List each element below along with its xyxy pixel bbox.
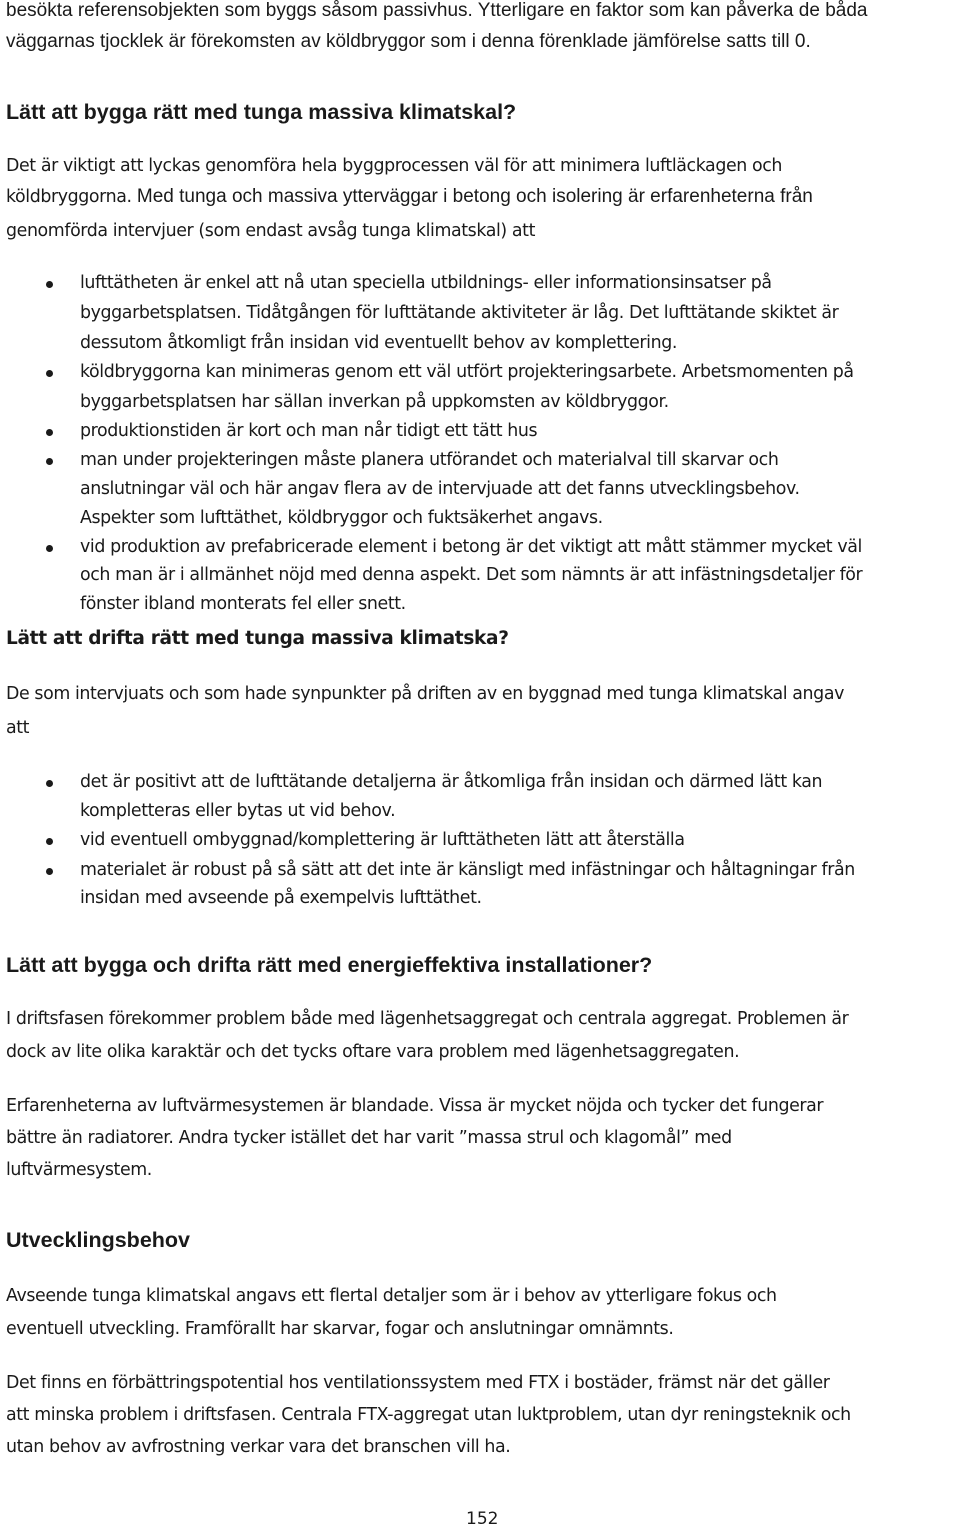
paragraph-line: Det finns en förbättringspotential hos ventilationssystem med FTX i bostäder, främst när det gäller (6, 1373, 830, 1393)
paragraph-line: luftvärmesystem. (6, 1160, 152, 1180)
paragraph-line: De som intervjuats och som hade synpunkter på driften av en byggnad med tunga klimatskal angav (6, 684, 844, 704)
list-item: byggarbetsplatsen. Tidåtgången för lufttätande aktiviteter är låg. Det lufttätande skiktet är (80, 303, 839, 323)
paragraph-line: genomförda intervjuer (som endast avsåg tunga klimatskal) att (6, 221, 535, 241)
paragraph-text: köldbryggorna. (6, 187, 132, 207)
list-item: dessutom åtkomligt från insidan vid eventuellt behov av komplettering. (80, 333, 677, 353)
section-heading: Lätt att bygga rätt med tunga massiva klimatskal? (6, 100, 517, 124)
bullet-icon (46, 838, 53, 845)
paragraph-line: att minska problem i driftsfasen. Centrala FTX-aggregat utan luktproblem, utan dyr reningsteknik och (6, 1405, 851, 1425)
list-item: produktionstiden är kort och man når tidigt ett tätt hus (80, 421, 538, 441)
list-item: byggarbetsplatsen har sällan inverkan på uppkomsten av köldbryggor. (80, 392, 669, 412)
page-number: 152 (466, 1509, 499, 1529)
intro-line: väggarnas tjocklek är förekomsten av köldbryggor som i denna förenklade jämförelse satts till 0. (6, 31, 811, 52)
bullet-icon (46, 429, 53, 436)
bullet-icon (46, 868, 53, 875)
paragraph-line: Det är viktigt att lyckas genomföra hela byggprocessen väl för att minimera luftläckagen och (6, 156, 783, 176)
list-item: köldbryggorna kan minimeras genom ett väl utfört projekteringsarbete. Arbetsmomenten på (80, 362, 854, 382)
paragraph-line: eventuell utveckling. Framförallt har skarvar, fogar och anslutningar omnämnts. (6, 1319, 674, 1339)
bullet-icon (46, 370, 53, 377)
paragraph-line: bättre än radiatorer. Andra tycker istället det har varit ”massa strul och klagomål” med (6, 1128, 732, 1148)
list-item: materialet är robust på så sätt att det inte är känsligt med infästningar och håltagningar från (80, 860, 855, 880)
list-item: vid eventuell ombyggnad/komplettering är lufttätheten lätt att återställa (80, 830, 685, 850)
paragraph-text: Med tunga och massiva ytterväggar i betong och isolering är erfarenheterna från (131, 186, 813, 207)
list-item: fönster ibland monterats fel eller snett. (80, 594, 406, 614)
paragraph-line (6, 186, 813, 208)
paragraph-line: att (6, 718, 30, 738)
section-heading: Lätt att drifta rätt med tunga massiva klimatska? (6, 628, 509, 649)
list-item: Aspekter som lufttäthet, köldbryggor och fuktsäkerhet angavs. (80, 508, 603, 528)
list-item: och man är i allmänhet nöjd med denna aspekt. Det som nämnts är att infästningsdetaljer för (80, 565, 863, 585)
bullet-icon (46, 281, 53, 288)
list-item: vid produktion av prefabricerade element i betong är det viktigt att mått stämmer mycket väl (80, 537, 862, 557)
bullet-icon (46, 458, 53, 465)
list-item: insidan med avseende på exempelvis lufttäthet. (80, 888, 482, 908)
intro-line: besökta referensobjekten som byggs såsom passivhus. Ytterligare en faktor som kan påverka de båda (6, 0, 868, 21)
paragraph-line: I driftsfasen förekommer problem både med lägenhetsaggregat och centrala aggregat. Problemen är (6, 1009, 849, 1029)
paragraph-line: Avseende tunga klimatskal angavs ett flertal detaljer som är i behov av ytterligare fokus och (6, 1286, 777, 1306)
paragraph-line: Erfarenheterna av luftvärmesystemen är blandade. Vissa är mycket nöjda och tycker det fungerar (6, 1096, 824, 1116)
bullet-icon (46, 780, 53, 787)
list-item: lufttätheten är enkel att nå utan speciella utbildnings- eller informationsinsatser på (80, 273, 772, 293)
paragraph-line: utan behov av avfrostning verkar vara det branschen vill ha. (6, 1437, 511, 1457)
bullet-icon (46, 545, 53, 552)
list-item: kompletteras eller bytas ut vid behov. (80, 801, 396, 821)
list-item: det är positivt att de lufttätande detaljerna är åtkomliga från insidan och därmed lätt kan (80, 772, 823, 792)
section-heading: Lätt att bygga och drifta rätt med energieffektiva installationer? (6, 953, 653, 977)
list-item: man under projekteringen måste planera utförandet och materialval till skarvar och (80, 450, 779, 470)
paragraph-line: dock av lite olika karaktär och det tycks oftare vara problem med lägenhetsaggregaten. (6, 1042, 740, 1062)
list-item: anslutningar väl och här angav flera av de intervjuade att det fanns utvecklingsbehov. (80, 479, 800, 499)
section-heading: Utvecklingsbehov (6, 1228, 190, 1252)
